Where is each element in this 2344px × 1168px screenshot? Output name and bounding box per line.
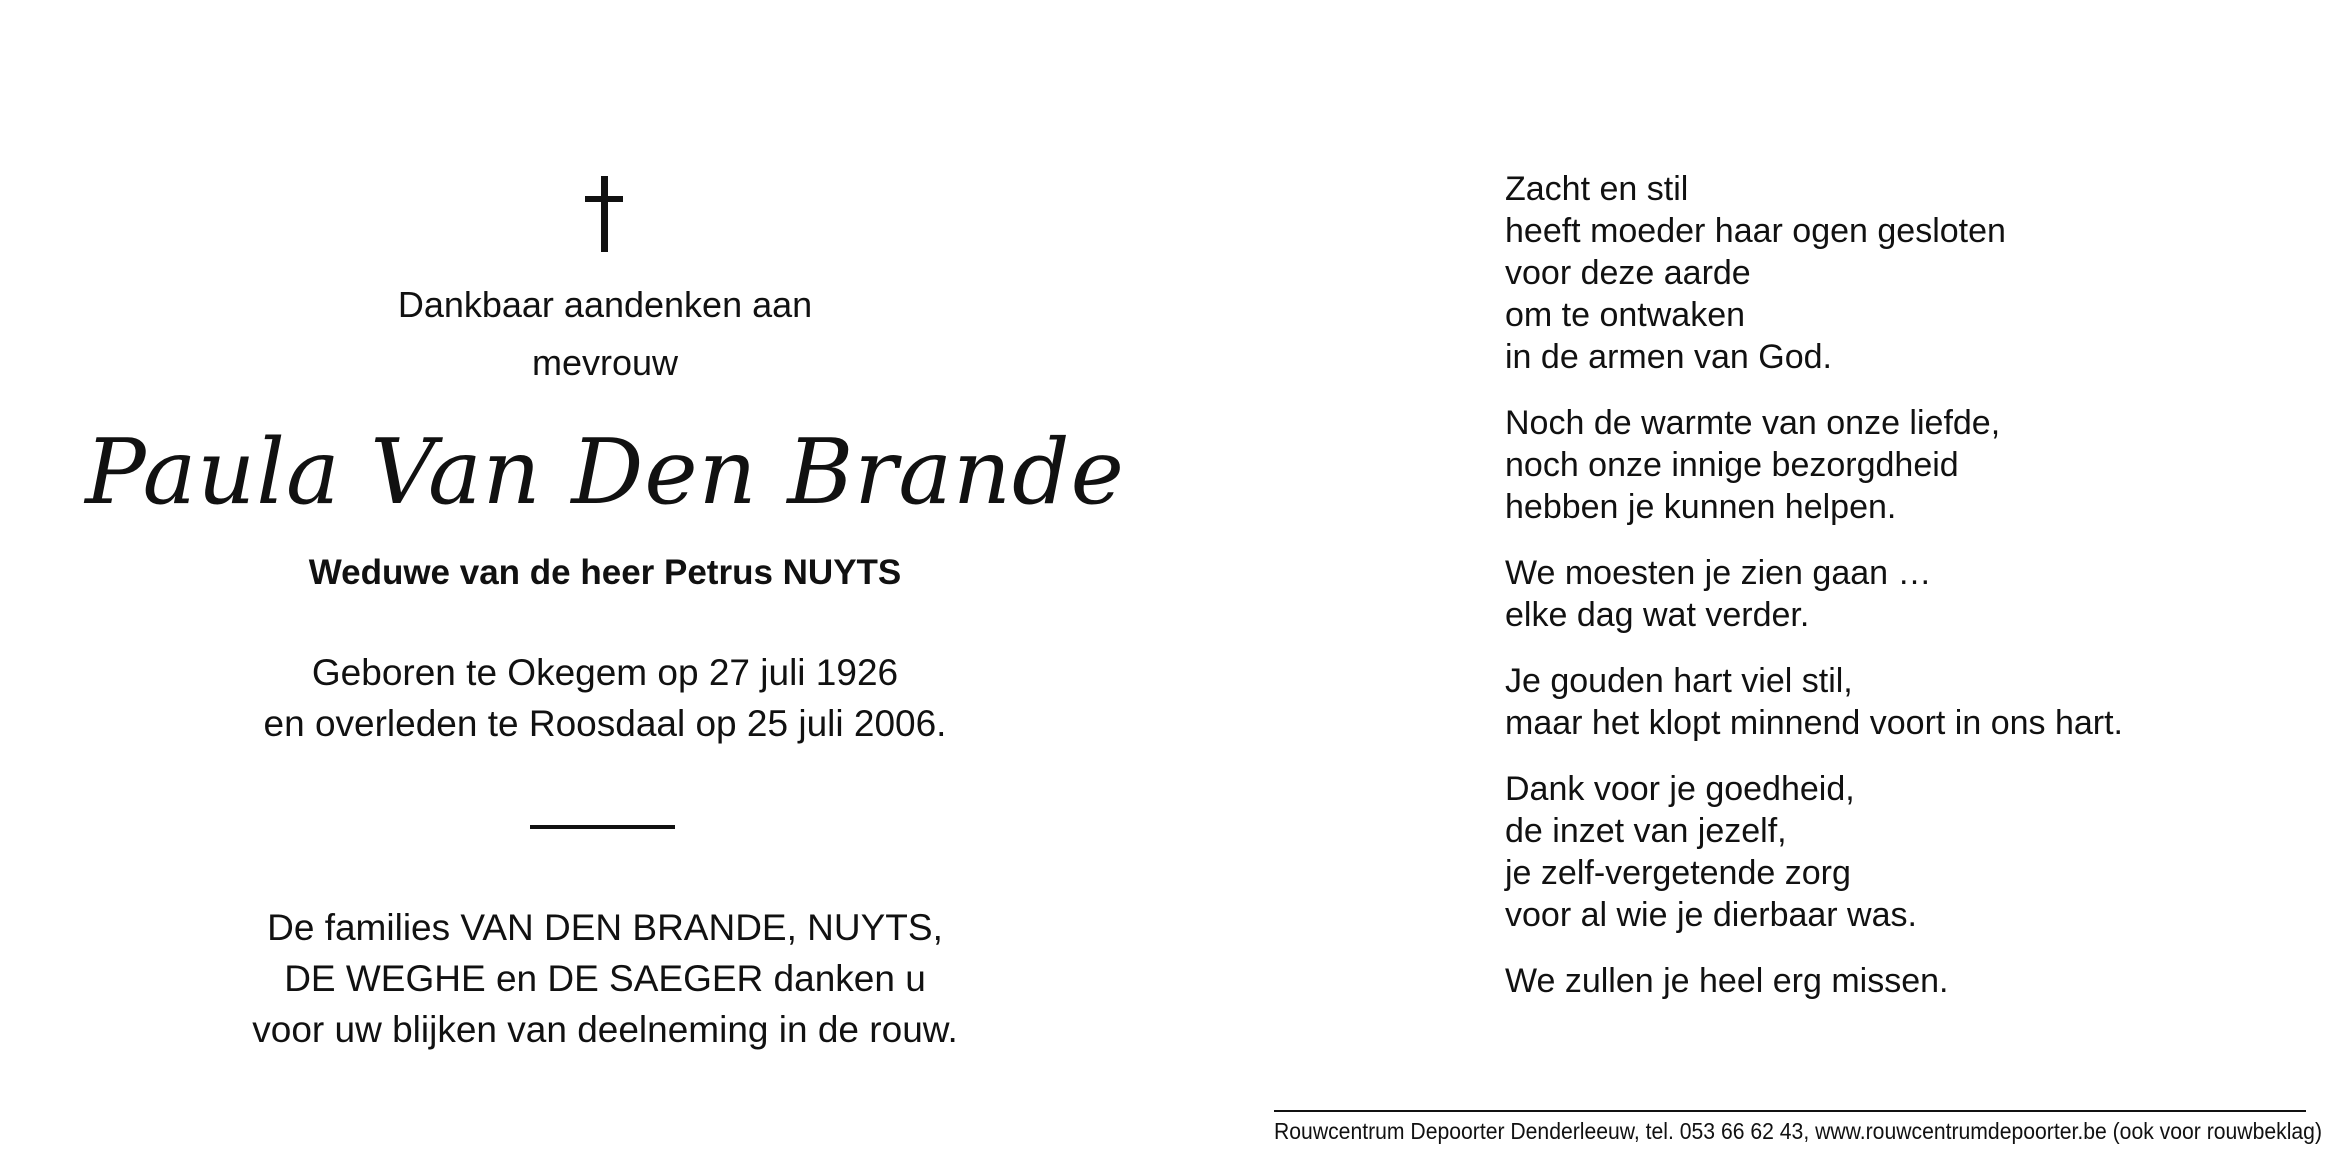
poem-line: We zullen je heel erg missen. [1505, 962, 1949, 1000]
widow-of: Weduwe van de heer Petrus NUYTS [308, 553, 902, 592]
poem-stanza [1505, 660, 2265, 744]
poem-line: hebben je kunnen helpen. [1505, 488, 1897, 526]
poem-line: voor deze aarde [1505, 254, 1751, 292]
poem-line: heeft moeder haar ogen gesloten [1505, 212, 2006, 250]
poem-stanza [1505, 768, 2265, 936]
funeral-home-footer: Rouwcentrum Depoorter Denderleeuw, tel. 053 66 62 43, www.rouwcentrumdepoorter.be (ook voor rouwbeklag) [1274, 1118, 2322, 1144]
poem-line: Noch de warmte van onze liefde, [1505, 404, 2001, 442]
poem-line: in de armen van God. [1505, 338, 1832, 376]
death-line: en overleden te Roosdaal op 25 juli 2006. [263, 703, 947, 744]
poem-line: We moesten je zien gaan … [1505, 554, 1932, 592]
poem-line: om te ontwaken [1505, 296, 1746, 334]
thanks-line-2: DE WEGHE en DE SAEGER danken u [284, 958, 926, 999]
poem-line: voor al wie je dierbaar was. [1505, 896, 1917, 934]
poem [1505, 168, 2265, 1026]
intro-line-1: Dankbaar aandenken aan [397, 284, 813, 325]
thanks-line-1: De families VAN DEN BRANDE, NUYTS, [267, 907, 943, 948]
poem-stanza [1505, 960, 2265, 1002]
poem-line: maar het klopt minnend voort in ons hart. [1505, 704, 2123, 742]
intro-line-2: mevrouw [531, 342, 679, 383]
poem-line: noch onze innige bezorgdheid [1505, 446, 1959, 484]
poem-stanza [1505, 402, 2265, 528]
poem-line: Zacht en stil [1505, 170, 1689, 208]
poem-line: elke dag wat verder. [1505, 596, 1810, 634]
deceased-name: Paula Van Den Brande [85, 420, 1125, 525]
poem-line: je zelf-vergetende zorg [1505, 854, 1851, 892]
poem-line: Dank voor je goedheid, [1505, 770, 1855, 808]
divider [530, 825, 675, 829]
poem-line: de inzet van jezelf, [1505, 812, 1787, 850]
birth-line: Geboren te Okegem op 27 juli 1926 [311, 652, 899, 693]
footer-divider [1274, 1110, 2306, 1112]
thanks-line-3: voor uw blijken van deelneming in de rouw. [252, 1009, 958, 1050]
cross-icon [585, 176, 623, 252]
poem-stanza [1505, 552, 2265, 636]
poem-line: Je gouden hart viel stil, [1505, 662, 1853, 700]
poem-stanza [1505, 168, 2265, 378]
